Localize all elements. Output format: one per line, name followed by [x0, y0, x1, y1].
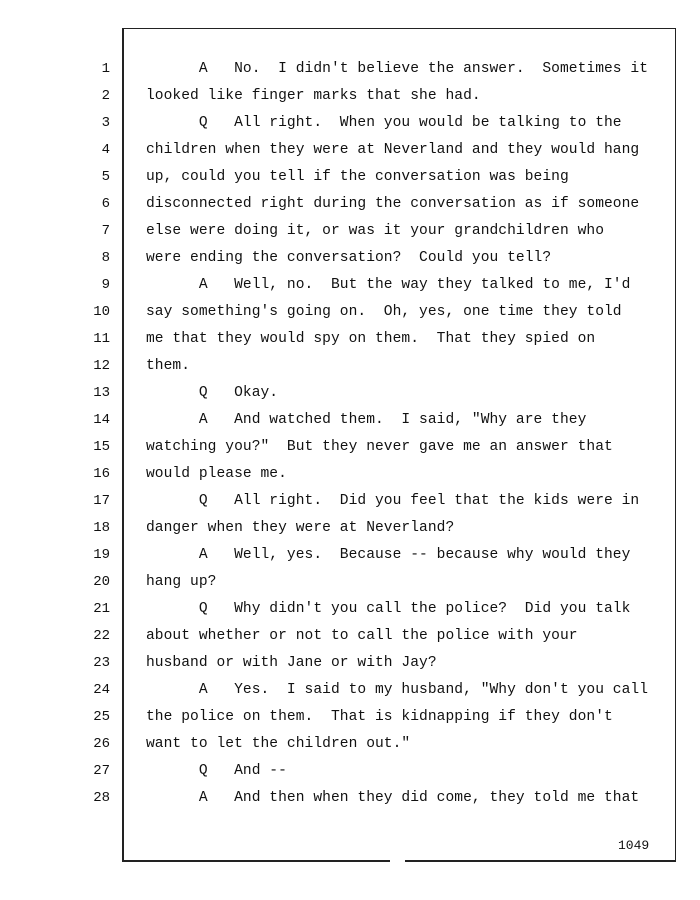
line-number: 10: [93, 304, 110, 320]
transcript-line: danger when they were at Neverland?: [146, 520, 455, 536]
transcript-line: were ending the conversation? Could you tell?: [146, 250, 552, 266]
transcript-line: the police on them. That is kidnapping if they don't: [146, 709, 613, 725]
line-number: 23: [93, 655, 110, 671]
line-number: 3: [101, 115, 110, 131]
line-number: 11: [93, 331, 110, 347]
transcript-line: A Well, no. But the way they talked to me, I'd: [146, 277, 631, 293]
transcript-line: watching you?" But they never gave me an answer that: [146, 439, 613, 455]
line-number: 22: [93, 628, 110, 644]
transcript-line: Q And --: [146, 763, 287, 779]
transcript-line: else were doing it, or was it your grandchildren who: [146, 223, 604, 239]
transcript-line: Q Why didn't you call the police? Did you talk: [146, 601, 631, 617]
transcript-body: [146, 56, 671, 812]
line-number: 13: [93, 385, 110, 401]
line-number: 21: [93, 601, 110, 617]
line-number: 17: [93, 493, 110, 509]
line-number: 1: [101, 61, 110, 77]
line-number: 15: [93, 439, 110, 455]
line-number: 20: [93, 574, 110, 590]
transcript-line: A No. I didn't believe the answer. Sometimes it: [146, 61, 649, 77]
transcript-line: Q All right. Did you feel that the kids were in: [146, 493, 640, 509]
transcript-line: husband or with Jane or with Jay?: [146, 655, 437, 671]
line-number: 24: [93, 682, 110, 698]
transcript-line: looked like finger marks that she had.: [146, 88, 481, 104]
line-number: 28: [93, 790, 110, 806]
line-number: 16: [93, 466, 110, 482]
transcript-line: A Yes. I said to my husband, "Why don't you call: [146, 682, 649, 698]
line-number: 6: [101, 196, 110, 212]
page-number: 1049: [618, 838, 650, 853]
line-number: 26: [93, 736, 110, 752]
transcript-line: say something's going on. Oh, yes, one time they told: [146, 304, 622, 320]
transcript-line: A And watched them. I said, "Why are they: [146, 412, 587, 428]
transcript-line: disconnected right during the conversation as if someone: [146, 196, 640, 212]
transcript-line: Q Okay.: [146, 385, 279, 401]
transcript-line: Q All right. When you would be talking to the: [146, 115, 622, 131]
line-number: 19: [93, 547, 110, 563]
bottom-rule-right: [405, 860, 676, 862]
transcript-line: would please me.: [146, 466, 287, 482]
transcript-line: hang up?: [146, 574, 217, 590]
line-number: 8: [101, 250, 110, 266]
line-number: 25: [93, 709, 110, 725]
transcript-line: A Well, yes. Because -- because why would they: [146, 547, 631, 563]
transcript-line: children when they were at Neverland and they would hang: [146, 142, 640, 158]
line-number: 9: [101, 277, 110, 293]
line-number-column: [70, 56, 110, 812]
line-number: 7: [101, 223, 110, 239]
line-number: 27: [93, 763, 110, 779]
bottom-rule-left: [122, 860, 390, 862]
transcript-line: up, could you tell if the conversation was being: [146, 169, 569, 185]
transcript-line: them.: [146, 358, 191, 374]
line-number: 12: [93, 358, 110, 374]
line-number: 18: [93, 520, 110, 536]
transcript-line: me that they would spy on them. That they spied on: [146, 331, 596, 347]
line-number: 4: [101, 142, 110, 158]
transcript-line: about whether or not to call the police with your: [146, 628, 578, 644]
line-number: 5: [101, 169, 110, 185]
transcript-line: A And then when they did come, they told me that: [146, 790, 640, 806]
transcript-line: want to let the children out.": [146, 736, 411, 752]
line-number: 2: [101, 88, 110, 104]
line-number: 14: [93, 412, 110, 428]
